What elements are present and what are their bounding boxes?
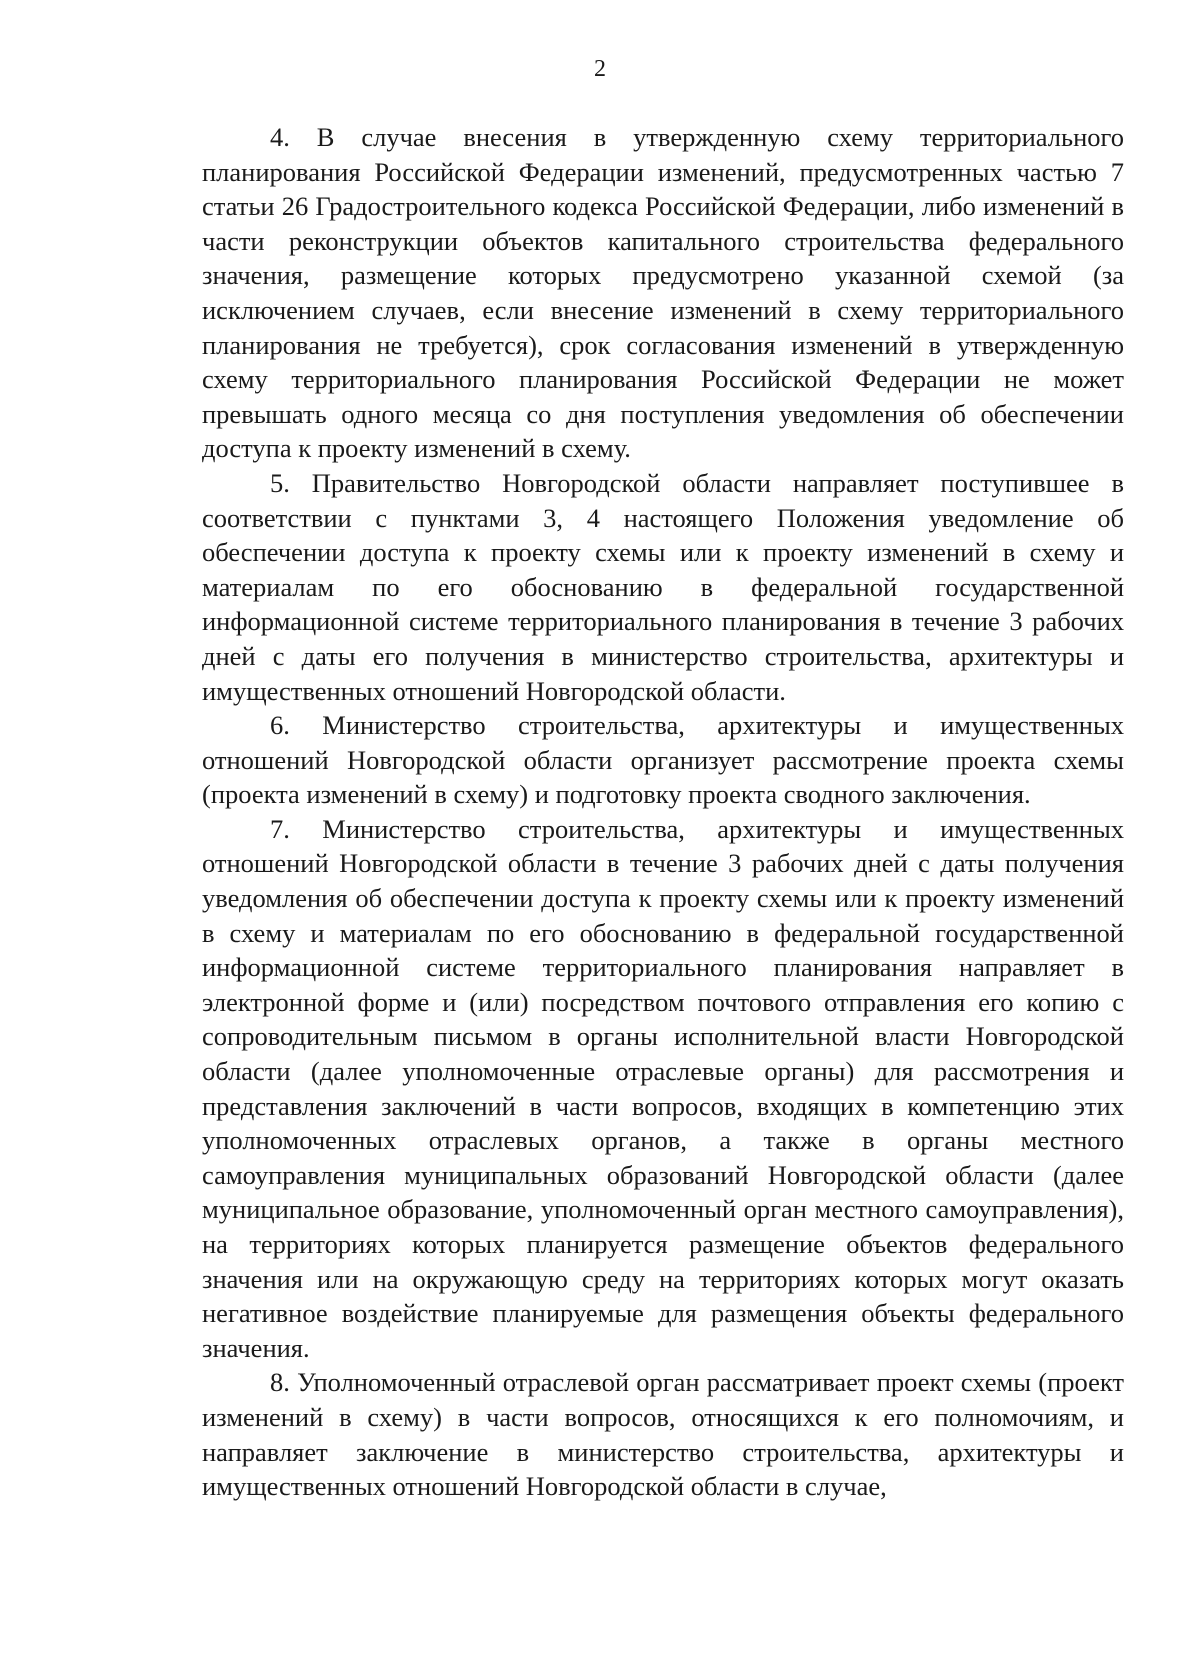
- paragraph-4: 4. В случае внесения в утвержденную схему территориального планирования Российской Федерации изменений, предусмотренных частью 7 статьи 26 Градостроительного кодекса Российской Федерации, либо изменений в части реконструкции объектов капитального строительства федерального значения, размещение которых предусмотрено указанной схемой (за исключением случаев, если внесение изменений в схему территориального планирования не требуется), срок согласования изменений в утвержденную схему территориального планирования Российской Федерации не может превышать одного месяца со дня поступления уведомления об обеспечении доступа к проекту изменений в схему.: [202, 122, 1124, 464]
- page-number: 2: [594, 56, 606, 82]
- paragraph-8: 8. Уполномоченный отраслевой орган рассматривает проект схемы (проект изменений в схему) в части вопросов, относящихся к его полномочиям, и направляет заключение в министерство строительства, архитектуры и имущественных отношений Новгородской области в случае,: [202, 1367, 1124, 1502]
- paragraph-5: 5. Правительство Новгородской области направляет поступившее в соответствии с пунктами 3, 4 настоящего Положения уведомление об обеспечении доступа к проекту схемы или к проекту изменений в схему и материалам по его обоснованию в федеральной государственной информационной системе территориального планирования в течение 3 рабочих дней с даты его получения в министерство строительства, архитектуры и имущественных отношений Новгородской области.: [202, 467, 1124, 706]
- document-body: [202, 120, 1124, 1504]
- paragraph-7: 7. Министерство строительства, архитектуры и имущественных отношений Новгородской области в течение 3 рабочих дней с даты получения уведомления об обеспечении доступа к проекту схемы или к проекту изменений в схему и материалам по его обоснованию в федеральной государственной информационной системе территориального планирования направляет в электронной форме и (или) посредством почтового отправления его копию с сопроводительным письмом в органы исполнительной власти Новгородской области (далее уполномоченные отраслевые органы) для рассмотрения и представления заключений в части вопросов, входящих в компетенцию этих уполномоченных отраслевых органов, а также в органы местного самоуправления муниципальных образований Новгородской области (далее муниципальное образование, уполномоченный орган местного самоуправления), на территориях которых планируется размещение объектов федерального значения или на окружающую среду на территориях которых могут оказать негативное воздействие планируемые для размещения объекты федерального значения.: [202, 813, 1124, 1363]
- paragraph-6: 6. Министерство строительства, архитектуры и имущественных отношений Новгородской области организует рассмотрение проекта схемы (проекта изменений в схему) и подготовку проекта сводного заключения.: [202, 710, 1124, 810]
